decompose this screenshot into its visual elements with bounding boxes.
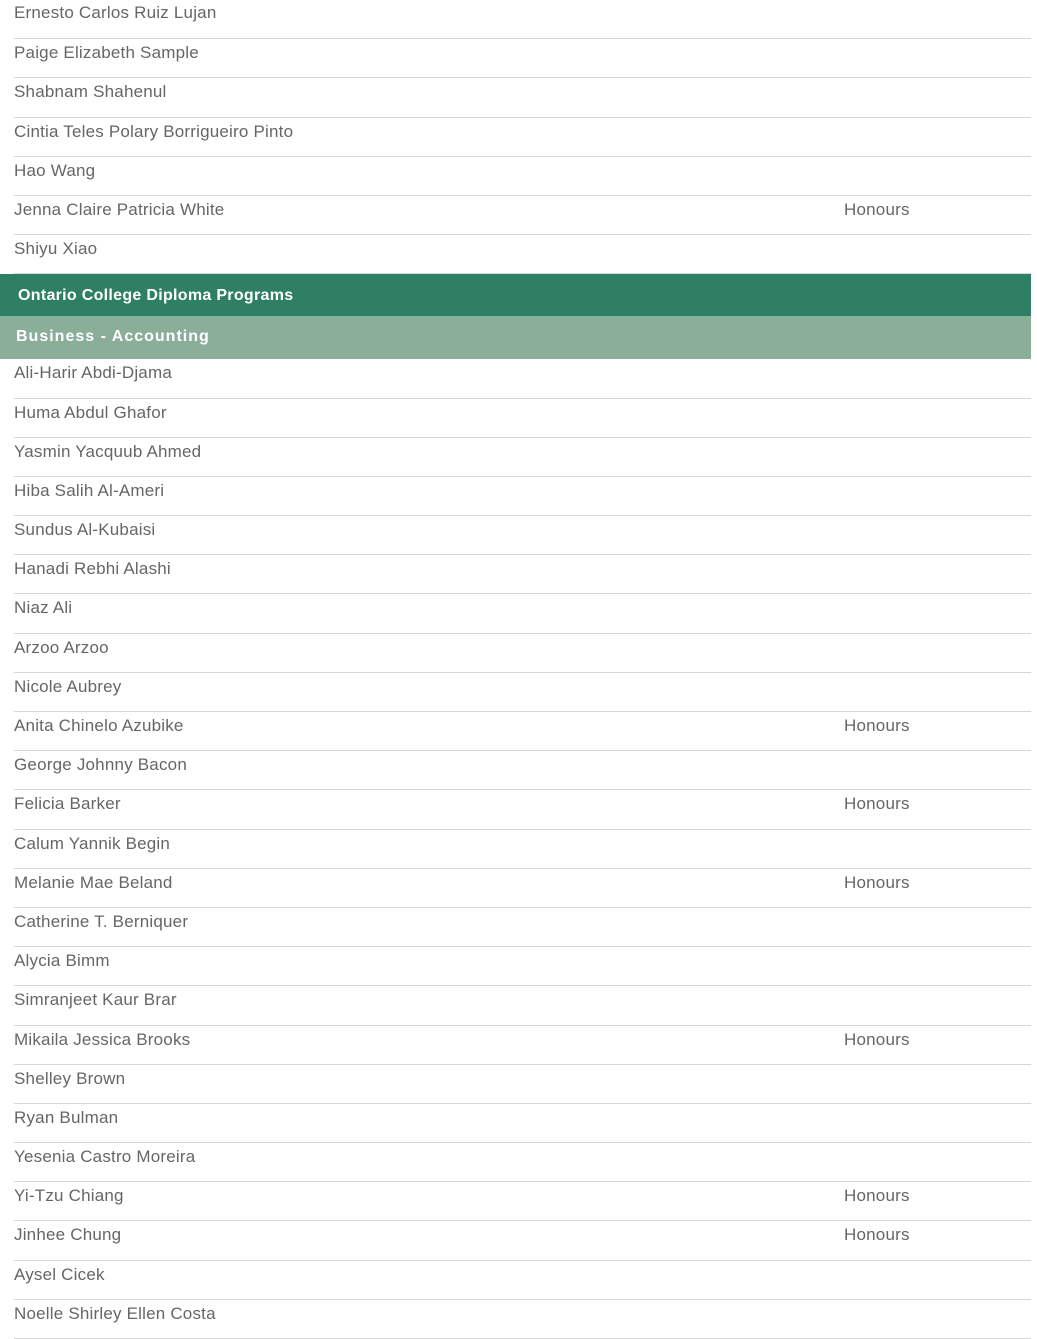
graduate-row [14, 516, 1031, 555]
graduate-name: Hao Wang [14, 160, 96, 180]
graduate-row [14, 0, 1031, 39]
graduate-row [14, 673, 1031, 712]
graduate-row [14, 1143, 1031, 1182]
graduate-name: Jinhee Chung [14, 1225, 122, 1245]
graduate-row [14, 196, 1031, 235]
graduate-row [14, 235, 1031, 274]
graduate-row [14, 1026, 1031, 1065]
graduate-name: Hanadi Rebhi Alashi [14, 559, 171, 579]
graduate-name: Shelley Brown [14, 1068, 126, 1088]
honours-label: Honours [844, 1225, 910, 1245]
graduate-name: Huma Abdul Ghafor [14, 402, 167, 422]
program-header: Business - Accounting [0, 317, 1031, 359]
graduate-row [14, 634, 1031, 673]
graduate-row [14, 157, 1031, 196]
graduate-name: Yesenia Castro Moreira [14, 1147, 196, 1167]
honours-label: Honours [844, 199, 910, 219]
graduate-name: Jenna Claire Patricia White [14, 199, 225, 219]
graduate-name: Nicole Aubrey [14, 676, 122, 696]
graduate-name: Arzoo Arzoo [14, 637, 109, 657]
graduate-row [14, 1182, 1031, 1221]
graduate-row [14, 438, 1031, 477]
graduate-name: Shabnam Shahenul [14, 82, 167, 102]
honours-label: Honours [844, 716, 910, 735]
graduate-name: Alycia Bimm [14, 951, 110, 971]
honours-label: Honours [844, 794, 910, 814]
graduate-name: Melanie Mae Beland [14, 872, 173, 892]
graduate-name: Niaz Ali [14, 598, 73, 618]
graduate-name: Mikaila Jessica Brooks [14, 1029, 191, 1049]
graduate-name: Ryan Bulman [14, 1107, 119, 1127]
graduate-row [14, 359, 1031, 398]
graduate-name: Calum Yannik Begin [14, 833, 171, 853]
graduate-row [14, 1300, 1031, 1339]
graduate-row [14, 908, 1031, 947]
graduate-row [14, 594, 1031, 633]
graduate-name: Shiyu Xiao [14, 239, 98, 259]
graduate-row [14, 830, 1031, 869]
graduate-row [14, 712, 1031, 751]
graduate-row [14, 869, 1031, 908]
graduate-name: Aysel Cicek [14, 1264, 105, 1284]
honours-label: Honours [844, 872, 910, 892]
graduate-row [14, 1104, 1031, 1143]
program-rows [0, 359, 1031, 1339]
graduate-row [14, 78, 1031, 117]
graduate-name: Sundus Al-Kubaisi [14, 520, 156, 540]
graduate-name: Yi-Tzu Chiang [14, 1186, 124, 1206]
honours-label: Honours [844, 1029, 910, 1049]
graduate-name: Cintia Teles Polary Borrigueiro Pinto [14, 121, 294, 141]
graduate-row [14, 986, 1031, 1025]
graduate-row [14, 947, 1031, 986]
section-header: Ontario College Diploma Programs [0, 274, 1031, 317]
graduate-name: Ernesto Carlos Ruiz Lujan [14, 3, 217, 22]
graduate-name: Catherine T. Berniquer [14, 911, 189, 931]
graduate-row [14, 790, 1031, 829]
graduate-name: Felicia Barker [14, 794, 121, 814]
graduate-name: Yasmin Yacquub Ahmed [14, 441, 202, 461]
graduate-row [14, 751, 1031, 790]
graduate-name: Paige Elizabeth Sample [14, 43, 199, 63]
graduate-row [14, 1261, 1031, 1300]
graduate-name: Hiba Salih Al-Ameri [14, 480, 165, 500]
graduate-name: George Johnny Bacon [14, 755, 187, 775]
graduate-name: Ali-Harir Abdi-Djama [14, 363, 172, 383]
graduate-name: Anita Chinelo Azubike [14, 716, 184, 735]
graduate-row [14, 118, 1031, 157]
graduate-name: Noelle Shirley Ellen Costa [14, 1303, 216, 1323]
graduate-row [14, 477, 1031, 516]
top-rows [0, 0, 1031, 274]
graduate-row [14, 1065, 1031, 1104]
graduate-row [14, 39, 1031, 78]
graduate-row [14, 399, 1031, 438]
graduate-row [14, 555, 1031, 594]
graduate-name: Simranjeet Kaur Brar [14, 990, 177, 1010]
honours-label: Honours [844, 1186, 910, 1206]
graduate-row [14, 1221, 1031, 1260]
